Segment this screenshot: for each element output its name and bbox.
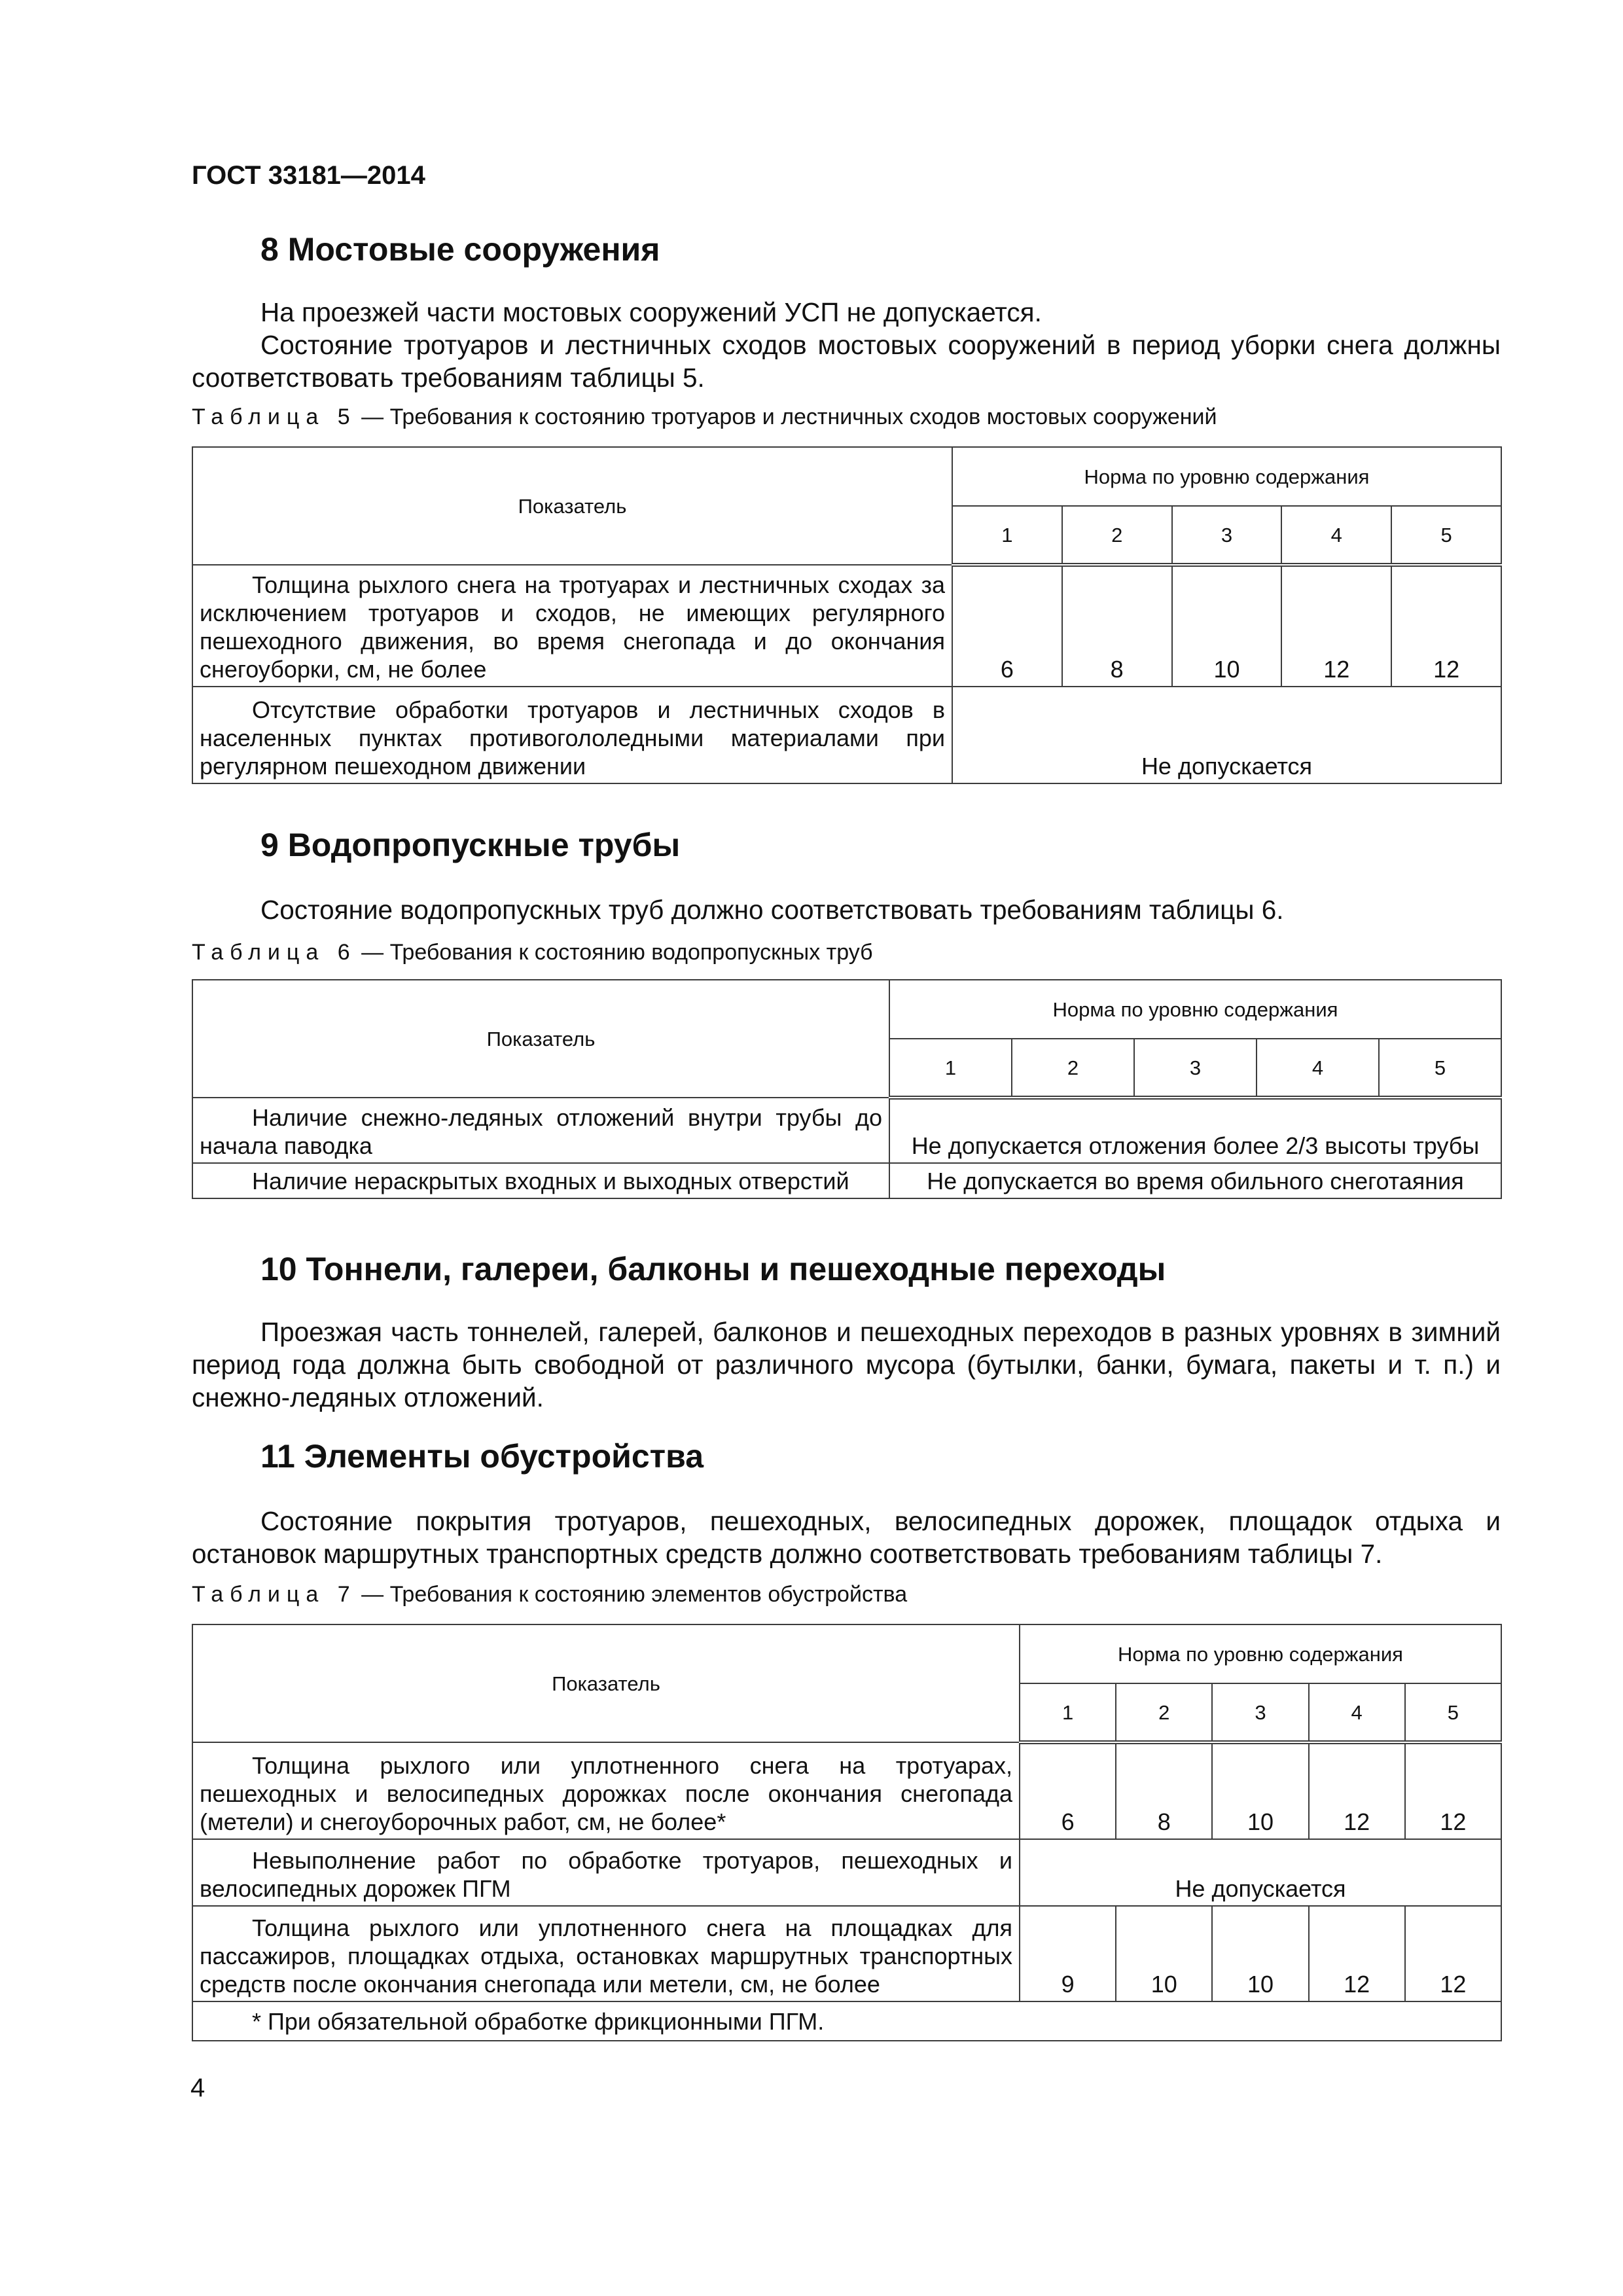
- table-cell: 12: [1309, 1906, 1405, 2001]
- table-cell: 12: [1281, 565, 1391, 687]
- table-7-row-2-norm: Не допускается: [1020, 1839, 1501, 1906]
- section-8-paragraph-1: На проезжей части мостовых сооружений УСП не допускается.: [260, 297, 1042, 327]
- table-cell: 6: [952, 565, 1062, 687]
- table-6-level: 1: [889, 1039, 1012, 1098]
- table-6-caption: Таблица 6 — Требования к состоянию водопропускных труб: [192, 940, 873, 965]
- table-cell: 10: [1172, 565, 1282, 687]
- table-5-header-indicator: Показатель: [192, 447, 952, 565]
- table-cell: 9: [1020, 1906, 1116, 2001]
- table-row: [192, 687, 1501, 783]
- table-6-header-indicator: Показатель: [192, 980, 889, 1098]
- page-header: ГОСТ 33181—2014: [192, 161, 425, 190]
- table-6-row-1-norm: Не допускается отложения более 2/3 высоты трубы: [889, 1098, 1501, 1163]
- table-cell: 12: [1405, 1742, 1501, 1839]
- section-8-paragraph-2: Состояние тротуаров и лестничных сходов мостовых сооружений в период уборки снега должны соответствовать требованиям таблицы 5.: [192, 330, 1501, 393]
- table-7-row-2-indicator: Невыполнение работ по обработке тротуаров, пешеходных и велосипедных дорожек ПГМ: [192, 1839, 1020, 1906]
- table-cell: 10: [1116, 1906, 1212, 2001]
- table-6-row-2-indicator: Наличие нераскрытых входных и выходных отверстий: [192, 1163, 889, 1198]
- table-5-level: 1: [952, 506, 1062, 565]
- table-5-row-2-norm: Не допускается: [952, 687, 1501, 783]
- table-5-header-norm: Норма по уровню содержания: [952, 447, 1501, 506]
- table-7-header-norm: Норма по уровню содержания: [1020, 1624, 1501, 1683]
- table-7-level: 5: [1405, 1683, 1501, 1742]
- table-cell: 12: [1391, 565, 1501, 687]
- table-row: [192, 2001, 1501, 2041]
- table-5-level: 2: [1062, 506, 1172, 565]
- table-5: [192, 446, 1502, 784]
- table-5-level: 5: [1391, 506, 1501, 565]
- section-11-title: 11 Элементы обустройства: [260, 1438, 704, 1475]
- table-cell: 10: [1212, 1742, 1308, 1839]
- section-11-paragraph-1: Состояние покрытия тротуаров, пешеходных, велосипедных дорожек, площадок отдыха и остановок маршрутных транспортных средств должно соответствовать требованиям таблицы 7.: [192, 1506, 1501, 1569]
- table-cell: 8: [1062, 565, 1172, 687]
- section-9-title: 9 Водопропускные трубы: [260, 827, 681, 863]
- table-7-header-indicator: Показатель: [192, 1624, 1020, 1742]
- table-5-caption: Таблица 5 — Требования к состоянию тротуаров и лестничных сходов мостовых сооружений: [192, 404, 1217, 429]
- table-5-level: 3: [1172, 506, 1282, 565]
- table-6-level: 5: [1379, 1039, 1501, 1098]
- page-number: 4: [190, 2073, 205, 2102]
- table-7-caption: Таблица 7 — Требования к состоянию элементов обустройства: [192, 1582, 908, 1607]
- table-cell: 12: [1309, 1742, 1405, 1839]
- table-7-level: 1: [1020, 1683, 1116, 1742]
- table-row: [192, 1742, 1501, 1839]
- table-7-footnote: * При обязательной обработке фрикционными ПГМ.: [192, 2001, 1501, 2041]
- table-5-row-2-indicator: Отсутствие обработки тротуаров и лестничных сходов в населенных пунктах противогололедными материалами при регулярном пешеходном движении: [192, 687, 952, 783]
- section-9-paragraph-1: Состояние водопропускных труб должно соответствовать требованиям таблицы 6.: [260, 895, 1284, 925]
- table-6-level: 2: [1012, 1039, 1134, 1098]
- table-5-row-1-indicator: Толщина рыхлого снега на тротуарах и лестничных сходах за исключением тротуаров и сходов, не имеющих регулярного пешеходного движения, во время снегопада и до окончания снегоуборки, см, не более: [192, 565, 952, 687]
- section-8-title: 8 Мостовые сооружения: [260, 231, 660, 268]
- table-7-row-1-indicator: Толщина рыхлого или уплотненного снега на тротуарах, пешеходных и велосипедных дорожках после окончания снегопада (метели) и снегоуборочных работ, см, не более*: [192, 1742, 1020, 1839]
- table-6: [192, 979, 1502, 1199]
- table-row: [192, 1163, 1501, 1198]
- table-row: [192, 1839, 1501, 1906]
- table-6-row-2-norm: Не допускается во время обильного снеготаяния: [889, 1163, 1501, 1198]
- table-7-level: 3: [1212, 1683, 1308, 1742]
- table-row: [192, 1906, 1501, 2001]
- table-5-level: 4: [1281, 506, 1391, 565]
- table-7: [192, 1624, 1502, 2041]
- table-6-header-norm: Норма по уровню содержания: [889, 980, 1501, 1039]
- table-6-level: 3: [1134, 1039, 1257, 1098]
- table-6-level: 4: [1257, 1039, 1379, 1098]
- section-10-title: 10 Тоннели, галереи, балконы и пешеходные переходы: [260, 1251, 1166, 1287]
- table-7-row-3-indicator: Толщина рыхлого или уплотненного снега на площадках для пассажиров, площадках отдыха, остановках маршрутных транспортных средств после окончания снегопада или метели, см, не более: [192, 1906, 1020, 2001]
- section-10-paragraph-1: Проезжая часть тоннелей, галерей, балконов и пешеходных переходов в разных уровнях в зимний период года должна быть свободной от различного мусора (бутылки, банки, бумага, пакеты и т. п.) и снежно-ледяных отложений.: [192, 1317, 1501, 1412]
- table-cell: 10: [1212, 1906, 1308, 2001]
- table-cell: 8: [1116, 1742, 1212, 1839]
- table-6-row-1-indicator: Наличие снежно-ледяных отложений внутри трубы до начала паводка: [192, 1098, 889, 1163]
- table-cell: 6: [1020, 1742, 1116, 1839]
- table-row: [192, 1098, 1501, 1163]
- table-7-level: 4: [1309, 1683, 1405, 1742]
- table-row: [192, 565, 1501, 687]
- table-cell: 12: [1405, 1906, 1501, 2001]
- table-7-level: 2: [1116, 1683, 1212, 1742]
